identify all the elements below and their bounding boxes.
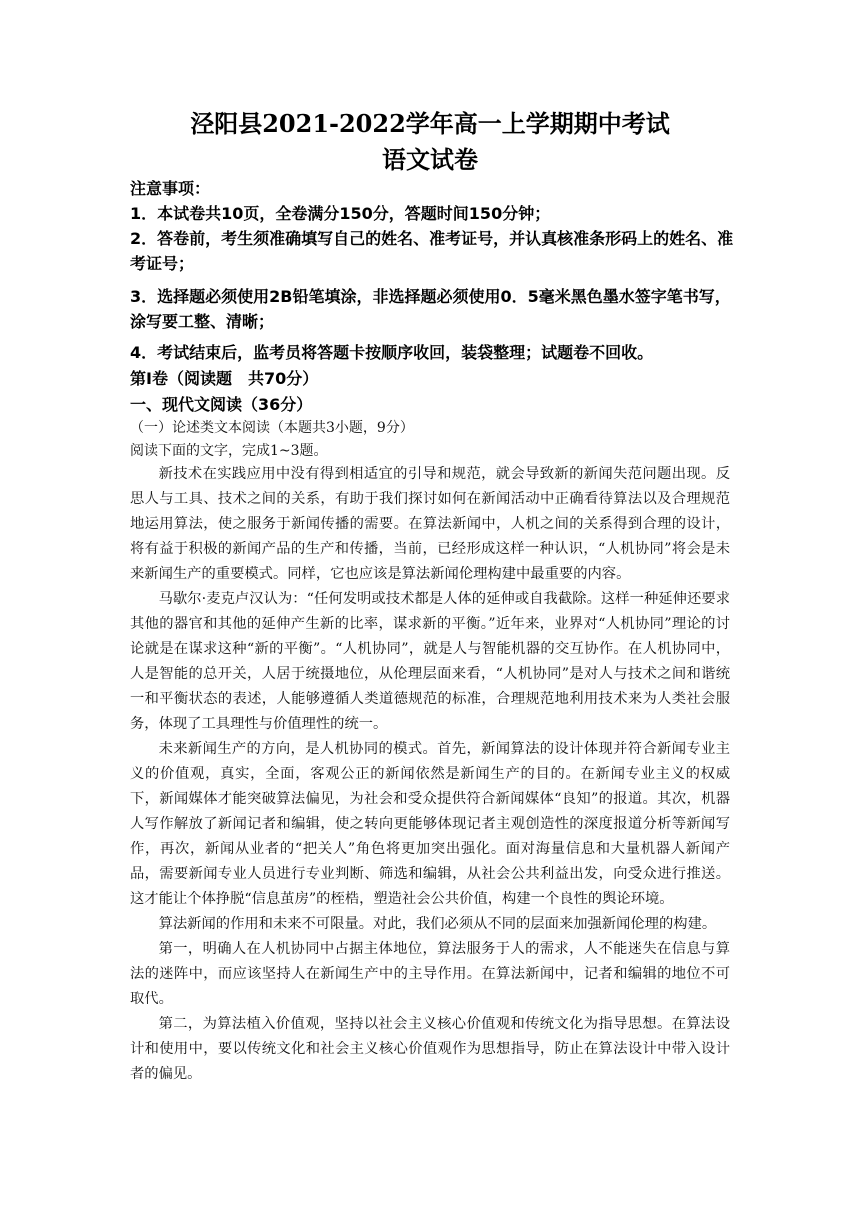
article-paragraph-6: 第二，为算法植入价值观，坚持以社会主义核心价值观和传统文化为指导思想。在算法设计和使用中，要以传统文化和社会主义核心价值观作为思想指导，防止在算法设计中带入设计者的偏见。 <box>130 1016 730 1082</box>
notice-heading: 注意事项： <box>130 179 211 198</box>
part-heading: 一、现代文阅读（36分） <box>130 395 313 414</box>
subsection-heading: （一）论述类文本阅读（本题共3小题，9分） <box>130 420 414 436</box>
notice-item-4: 4．考试结束后，监考员将答题卡按顺序收回，装袋整理；试题卷不回收。 <box>130 343 654 362</box>
article-paragraph-3: 未来新闻生产的方向，是人机协同的模式。首先，新闻算法的设计体现并符合新闻专业主义的价值观，真实，全面，客观公正的新闻依然是新闻生产的目的。在新闻专业主义的权威下，新闻媒体才能突破算法偏见，为社会和受众提供符合新闻媒体“良知”的报道。其次，机器人写作解放了新闻记者和编辑，使之转向更能够体现记者主观创造性的深度报道分析等新闻写作，再次，新闻从业者的“把关人”角色将更加突出强化。面对海量信息和大量机器人新闻产品，需要新闻专业人员进行专业判断、筛选和编辑，从社会公共利益出发，向受众进行推送。这才能让个体挣脱“信息茧房”的桎梏，塑造社会公共价值，构建一个良性的舆论环境。 <box>130 741 730 907</box>
article-paragraph-2: 马歇尔·麦克卢汉认为：“任何发明或技术都是人体的延伸或自我截除。这样一种延伸还要求其他的器官和其他的延伸产生新的比率，谋求新的平衡。”近年来，业界对“人机协同”理论的讨论就是在谋求这种“新的平衡”。“人机协同”，就是人与智能机器的交互协作。在人机协同中，人是智能的总开关，人居于统摄地位，从伦理层面来看，“人机协同”是对人与技术之间和谐统一和平衡状态的表述，人能够遵循人类道德规范的标准，合理规范地利用技术来为人类社会服务，体现了工具理性与价值理性的统一。 <box>130 591 730 732</box>
exam-subject-title: 语文试卷 <box>382 145 478 174</box>
volume-heading: 第Ⅰ卷（阅读题 共70分） <box>130 369 319 388</box>
article-paragraph-5: 第一，明确人在人机协同中占据主体地位，算法服务于人的需求，人不能迷失在信息与算法的迷阵中，而应该坚持人在新闻生产中的主导作用。在算法新闻中，记者和编辑的地位不可取代。 <box>130 941 730 1007</box>
reading-instruction: 阅读下面的文字，完成1~3题。 <box>130 443 328 459</box>
exam-title: 泾阳县2021-2022学年高一上学期期中考试 <box>190 109 670 138</box>
article-paragraph-1: 新技术在实践应用中没有得到相适宜的引导和规范，就会导致新的新闻失范问题出现。反思人与工具、技术之间的关系，有助于我们探讨如何在新闻活动中正确看待算法以及合理规范地运用算法，使之服务于新闻传播的需要。在算法新闻中，人机之间的关系得到合理的设计，将有益于积极的新闻产品的生产和传播，当前，已经形成这样一种认识，“人机协同”将会是未来新闻生产的重要模式。同样，它也应该是算法新闻伦理构建中最重要的内容。 <box>130 466 730 582</box>
notice-item-2: 2．答卷前，考生须准确填写自己的姓名、准考证号，并认真核准条形码上的姓名、准考证号； <box>130 229 734 273</box>
notice-item-1: 1．本试卷共10页，全卷满分150分，答题时间150分钟； <box>130 204 551 223</box>
notice-item-3: 3．选择题必须使用2B铅笔填涂，非选择题必须使用0．5毫米黑色墨水签字笔书写，涂写要工整、清晰； <box>130 287 731 331</box>
article-paragraph-4: 算法新闻的作用和未来不可限量。对此，我们必须从不同的层面来加强新闻伦理的构建。 <box>158 916 717 932</box>
